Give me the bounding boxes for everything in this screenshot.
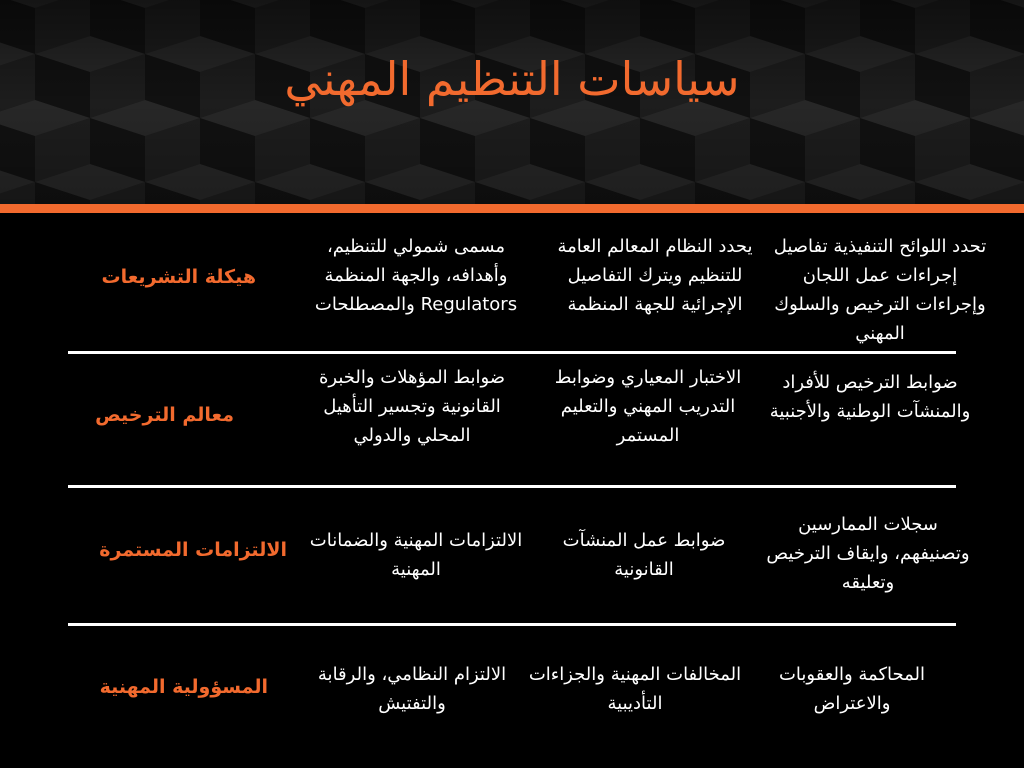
row-label: معالم الترخيص [95,404,234,426]
table-cell: ضوابط عمل المنشآت القانونية [562,530,726,580]
table-cell: تحدد اللوائح التنفيذية تفاصيل إجراءات عمل اللجان وإجراءات الترخيص والسلوك المهني [773,236,987,344]
row-divider [68,623,956,626]
table-cell: يحدد النظام المعالم العامة للتنظيم ويترك التفاصيل الإجرائية للجهة المنظمة [557,236,753,315]
table-cell: الاختبار المعياري وضوابط التدريب المهني والتعليم المستمر [554,367,742,446]
table-cell: ضوابط الترخيص للأفراد والمنشآت الوطنية والأجنبية [769,372,971,422]
table-cell: سجلات الممارسين وتصنيفهم، وايقاف الترخيص وتعليقه [766,514,970,593]
row-divider [68,351,956,354]
accent-divider-bar [0,204,1024,213]
row-divider [68,485,956,488]
table-cell: ضوابط المؤهلات والخبرة القانونية وتجسير التأهيل المحلي والدولي [318,367,506,446]
row-label: المسؤولية المهنية [99,676,268,698]
header-banner [0,0,1024,205]
table-cell: مسمى شمولي للتنظيم، وأهدافه، والجهة المنظمة Regulators والمصطلحات [314,236,518,315]
table-cell: المخالفات المهنية والجزاءات التأديبية [528,664,742,714]
row-label: هيكلة التشريعات [101,266,256,288]
page-title: سياسات التنظيم المهني [284,52,740,106]
table-cell: الالتزامات المهنية والضمانات المهنية [309,530,523,580]
row-label: الالتزامات المستمرة [99,539,287,561]
table-cell: الالتزام النظامي، والرقابة والتفتيش [317,664,507,714]
table-cell: المحاكمة والعقوبات والاعتراض [778,664,926,714]
